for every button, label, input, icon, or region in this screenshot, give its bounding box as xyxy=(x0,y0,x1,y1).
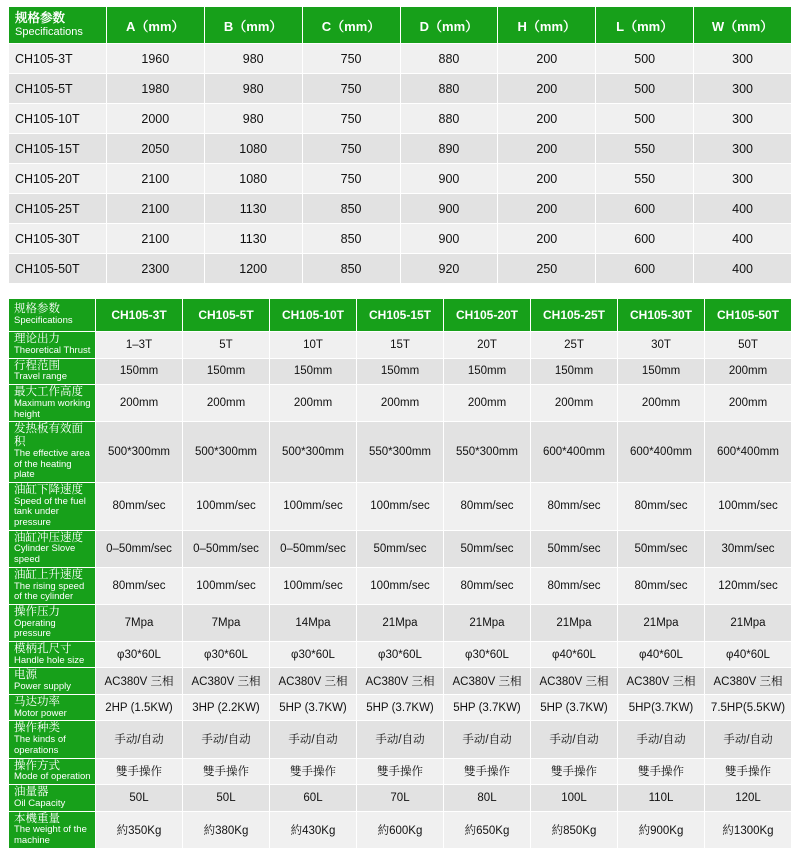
row-label-en: The effective area of the heating plate xyxy=(14,447,90,481)
row-label-en: Power supply xyxy=(14,681,72,693)
cell-h: 200 xyxy=(498,164,596,194)
cell-value: 約430Kg xyxy=(270,811,357,848)
cell-value: 約380Kg xyxy=(183,811,270,848)
specification-sheet xyxy=(0,6,800,846)
cell-value: 50mm/sec xyxy=(531,530,618,567)
cell-value: 雙手操作 xyxy=(444,758,531,785)
cell-value: 約350Kg xyxy=(96,811,183,848)
cell-value: 500*300mm xyxy=(183,422,270,483)
cell-value: AC380V 三相 xyxy=(705,668,792,695)
table-row xyxy=(9,604,792,641)
cell-l: 500 xyxy=(596,44,694,74)
table-row xyxy=(9,332,792,359)
cell-value: 2HP (1.5KW) xyxy=(96,694,183,721)
cell-value: φ30*60L xyxy=(357,641,444,668)
row-label-cn: 理论出力 xyxy=(14,333,60,345)
cell-value: φ40*60L xyxy=(531,641,618,668)
cell-value: 60L xyxy=(270,785,357,812)
cell-d: 900 xyxy=(400,164,498,194)
cell-value: 21Mpa xyxy=(357,604,444,641)
cell-c: 850 xyxy=(302,254,400,284)
header-label-en: Specifications xyxy=(15,25,83,38)
header-label-en: Specifications xyxy=(14,315,73,327)
cell-a: 1960 xyxy=(106,44,204,74)
cell-w: 300 xyxy=(694,44,792,74)
cell-value: 30mm/sec xyxy=(705,530,792,567)
cell-value: 50L xyxy=(96,785,183,812)
row-label-model: CH105-30T xyxy=(9,224,107,254)
table-row xyxy=(9,44,792,74)
row-label-en: The weight of the machine xyxy=(14,824,87,846)
row-label-cn: 油缸冲压速度 xyxy=(14,531,83,544)
table-row xyxy=(9,358,792,385)
cell-value: 雙手操作 xyxy=(705,758,792,785)
cell-value: 600*400mm xyxy=(705,422,792,483)
cell-value: 5T xyxy=(183,332,270,359)
column-header-c: C（mm） xyxy=(302,7,400,44)
row-label-en: Oil Capacity xyxy=(14,797,66,809)
cell-value: 手动/自动 xyxy=(618,721,705,758)
cell-value: AC380V 三相 xyxy=(531,668,618,695)
column-header-model-20t: CH105-20T xyxy=(444,299,531,332)
table-row xyxy=(9,385,792,422)
cell-value: φ40*60L xyxy=(705,641,792,668)
parameters-table-head xyxy=(9,299,792,332)
cell-value: 30T xyxy=(618,332,705,359)
cell-value: φ30*60L xyxy=(96,641,183,668)
table-row xyxy=(9,694,792,721)
cell-value: 150mm xyxy=(183,358,270,385)
cell-value: 雙手操作 xyxy=(618,758,705,785)
cell-value: 80mm/sec xyxy=(444,567,531,604)
row-label-cylinder-rising-speed xyxy=(9,567,96,604)
cell-value: 100mm/sec xyxy=(357,482,444,530)
column-header-specifications xyxy=(9,7,107,44)
cell-value: φ40*60L xyxy=(618,641,705,668)
cell-a: 2100 xyxy=(106,224,204,254)
column-header-model-50t: CH105-50T xyxy=(705,299,792,332)
cell-value: 0–50mm/sec xyxy=(96,530,183,567)
row-label-cn: 电源 xyxy=(14,669,37,682)
cell-value: 雙手操作 xyxy=(270,758,357,785)
table-row xyxy=(9,254,792,284)
cell-w: 400 xyxy=(694,254,792,284)
row-label-en: Operating pressure xyxy=(14,617,56,640)
table-row xyxy=(9,530,792,567)
cell-w: 300 xyxy=(694,134,792,164)
cell-value: 雙手操作 xyxy=(357,758,444,785)
cell-b: 1130 xyxy=(204,194,302,224)
cell-b: 980 xyxy=(204,74,302,104)
cell-value: 200mm xyxy=(705,358,792,385)
cell-value: 21Mpa xyxy=(531,604,618,641)
dimensions-table xyxy=(8,6,792,284)
cell-value: 3HP (2.2KW) xyxy=(183,694,270,721)
cell-value: 80mm/sec xyxy=(96,567,183,604)
cell-value: 200mm xyxy=(96,385,183,422)
cell-value: 50L xyxy=(183,785,270,812)
column-header-d: D（mm） xyxy=(400,7,498,44)
table-header-row xyxy=(9,299,792,332)
row-label-en: Maximum working height xyxy=(14,397,91,420)
cell-h: 250 xyxy=(498,254,596,284)
cell-c: 750 xyxy=(302,104,400,134)
cell-value: 約1300Kg xyxy=(705,811,792,848)
row-label-cn: 模柄孔尺寸 xyxy=(14,642,72,655)
row-label-cn: 最大工作高度 xyxy=(14,386,83,398)
cell-l: 600 xyxy=(596,224,694,254)
column-header-model-15t: CH105-15T xyxy=(357,299,444,332)
table-header-row xyxy=(9,7,792,44)
cell-value: 150mm xyxy=(270,358,357,385)
cell-value: 100mm/sec xyxy=(270,482,357,530)
table-row xyxy=(9,134,792,164)
row-label-en: Travel range xyxy=(14,371,67,383)
column-header-model-3t: CH105-3T xyxy=(96,299,183,332)
cell-l: 600 xyxy=(596,194,694,224)
cell-value: 1–3T xyxy=(96,332,183,359)
table-row xyxy=(9,668,792,695)
row-label-model: CH105-10T xyxy=(9,104,107,134)
row-label-mode-of-operation xyxy=(9,758,96,785)
cell-value: 200mm xyxy=(270,385,357,422)
cell-value: 雙手操作 xyxy=(96,758,183,785)
table-row xyxy=(9,74,792,104)
cell-value: 0–50mm/sec xyxy=(270,530,357,567)
cell-value: 雙手操作 xyxy=(183,758,270,785)
cell-value: 15T xyxy=(357,332,444,359)
row-label-cn: 油缸上升速度 xyxy=(14,568,83,581)
cell-value: 雙手操作 xyxy=(531,758,618,785)
cell-h: 200 xyxy=(498,104,596,134)
dimensions-table-body xyxy=(9,44,792,284)
cell-value: 5HP (3.7KW) xyxy=(270,694,357,721)
cell-l: 500 xyxy=(596,104,694,134)
row-label-heating-plate-area xyxy=(9,422,96,483)
cell-b: 1080 xyxy=(204,134,302,164)
table-row xyxy=(9,194,792,224)
cell-d: 880 xyxy=(400,104,498,134)
cell-c: 850 xyxy=(302,224,400,254)
cell-c: 850 xyxy=(302,194,400,224)
row-label-max-working-height xyxy=(9,385,96,422)
row-label-kinds-of-operations xyxy=(9,721,96,758)
cell-c: 750 xyxy=(302,74,400,104)
cell-value: 80L xyxy=(444,785,531,812)
column-header-l: L（mm） xyxy=(596,7,694,44)
row-label-cn: 发热板有效面积 xyxy=(14,423,83,448)
cell-value: 手动/自动 xyxy=(96,721,183,758)
row-label-cn: 马达功率 xyxy=(14,695,60,708)
cell-d: 880 xyxy=(400,44,498,74)
cell-value: 10T xyxy=(270,332,357,359)
table-row xyxy=(9,641,792,668)
cell-value: 21Mpa xyxy=(444,604,531,641)
cell-value: 手动/自动 xyxy=(357,721,444,758)
row-label-handle-hole-size xyxy=(9,641,96,668)
cell-a: 2050 xyxy=(106,134,204,164)
cell-h: 200 xyxy=(498,134,596,164)
cell-value: 550*300mm xyxy=(357,422,444,483)
table-row xyxy=(9,721,792,758)
dimensions-table-head xyxy=(9,7,792,44)
column-header-model-30t: CH105-30T xyxy=(618,299,705,332)
cell-l: 600 xyxy=(596,254,694,284)
table-row xyxy=(9,567,792,604)
row-label-cn: 行程范围 xyxy=(14,359,60,372)
cell-value: 約650Kg xyxy=(444,811,531,848)
row-label-cylinder-slow-speed xyxy=(9,530,96,567)
cell-value: 200mm xyxy=(183,385,270,422)
cell-value: 手动/自动 xyxy=(444,721,531,758)
cell-value: 100mm/sec xyxy=(705,482,792,530)
parameters-table-body xyxy=(9,332,792,849)
cell-value: φ30*60L xyxy=(444,641,531,668)
column-header-a: A（mm） xyxy=(106,7,204,44)
cell-value: 約600Kg xyxy=(357,811,444,848)
cell-value: 200mm xyxy=(444,385,531,422)
table-row xyxy=(9,482,792,530)
table-row xyxy=(9,758,792,785)
cell-h: 200 xyxy=(498,194,596,224)
cell-value: AC380V 三相 xyxy=(96,668,183,695)
cell-value: 約850Kg xyxy=(531,811,618,848)
cell-a: 1980 xyxy=(106,74,204,104)
row-label-model: CH105-50T xyxy=(9,254,107,284)
cell-value: 550*300mm xyxy=(444,422,531,483)
cell-value: 150mm xyxy=(618,358,705,385)
cell-value: 80mm/sec xyxy=(618,482,705,530)
cell-value: φ30*60L xyxy=(183,641,270,668)
cell-value: 80mm/sec xyxy=(531,482,618,530)
header-label-cn: 规格参数 xyxy=(15,11,66,26)
cell-value: 0–50mm/sec xyxy=(183,530,270,567)
cell-value: 100mm/sec xyxy=(183,567,270,604)
table-row xyxy=(9,164,792,194)
row-label-cn: 本機重量 xyxy=(14,812,60,825)
cell-value: 5HP (3.7KW) xyxy=(444,694,531,721)
cell-h: 200 xyxy=(498,74,596,104)
cell-value: 25T xyxy=(531,332,618,359)
row-label-model: CH105-25T xyxy=(9,194,107,224)
cell-value: 200mm xyxy=(705,385,792,422)
cell-value: 120mm/sec xyxy=(705,567,792,604)
cell-value: 600*400mm xyxy=(531,422,618,483)
cell-l: 500 xyxy=(596,74,694,104)
column-header-model-25t: CH105-25T xyxy=(531,299,618,332)
cell-w: 300 xyxy=(694,104,792,134)
cell-value: 20T xyxy=(444,332,531,359)
cell-value: 7Mpa xyxy=(96,604,183,641)
cell-value: 600*400mm xyxy=(618,422,705,483)
cell-b: 1080 xyxy=(204,164,302,194)
cell-w: 400 xyxy=(694,224,792,254)
cell-value: 500*300mm xyxy=(270,422,357,483)
row-label-operating-pressure xyxy=(9,604,96,641)
cell-b: 1200 xyxy=(204,254,302,284)
cell-l: 550 xyxy=(596,134,694,164)
row-label-machine-weight xyxy=(9,811,96,848)
cell-value: 70L xyxy=(357,785,444,812)
cell-value: 5HP (3.7KW) xyxy=(531,694,618,721)
cell-value: 50mm/sec xyxy=(357,530,444,567)
row-label-oil-capacity xyxy=(9,785,96,812)
cell-a: 2000 xyxy=(106,104,204,134)
cell-value: 手动/自动 xyxy=(270,721,357,758)
row-label-en: Handle hole size xyxy=(14,654,85,666)
cell-c: 750 xyxy=(302,164,400,194)
cell-value: 5HP (3.7KW) xyxy=(357,694,444,721)
cell-value: 110L xyxy=(618,785,705,812)
cell-value: 手动/自动 xyxy=(531,721,618,758)
cell-a: 2100 xyxy=(106,164,204,194)
cell-b: 980 xyxy=(204,44,302,74)
row-label-motor-power xyxy=(9,694,96,721)
row-label-cn: 油量器 xyxy=(14,786,49,798)
cell-value: 150mm xyxy=(357,358,444,385)
cell-value: 80mm/sec xyxy=(96,482,183,530)
column-header-specifications xyxy=(9,299,96,332)
table-row xyxy=(9,785,792,812)
cell-value: AC380V 三相 xyxy=(618,668,705,695)
row-label-cylinder-down-speed xyxy=(9,482,96,530)
cell-value: 手动/自动 xyxy=(705,721,792,758)
cell-value: 7.5HP(5.5KW) xyxy=(705,694,792,721)
row-label-en: Speed of the fuel tank under pressure xyxy=(14,495,86,528)
row-label-en: Motor power xyxy=(14,707,67,719)
row-label-model: CH105-15T xyxy=(9,134,107,164)
cell-d: 920 xyxy=(400,254,498,284)
row-label-en: The rising speed of the cylinder xyxy=(14,580,85,603)
cell-value: AC380V 三相 xyxy=(183,668,270,695)
row-label-cn: 操作方式 xyxy=(14,759,60,772)
cell-value: 50mm/sec xyxy=(618,530,705,567)
column-header-model-5t: CH105-5T xyxy=(183,299,270,332)
cell-value: 21Mpa xyxy=(705,604,792,641)
cell-value: 150mm xyxy=(444,358,531,385)
cell-h: 200 xyxy=(498,224,596,254)
cell-a: 2100 xyxy=(106,194,204,224)
table-row xyxy=(9,422,792,483)
cell-value: 200mm xyxy=(531,385,618,422)
row-label-en: Mode of operation xyxy=(14,771,91,783)
column-header-h: H（mm） xyxy=(498,7,596,44)
parameters-table xyxy=(8,298,792,849)
cell-value: 7Mpa xyxy=(183,604,270,641)
cell-w: 300 xyxy=(694,74,792,104)
cell-value: 80mm/sec xyxy=(444,482,531,530)
cell-value: 100mm/sec xyxy=(183,482,270,530)
cell-value: 14Mpa xyxy=(270,604,357,641)
cell-value: φ30*60L xyxy=(270,641,357,668)
row-label-en: Cylinder Slove speed xyxy=(14,543,76,565)
table-row xyxy=(9,811,792,848)
row-label-cn: 操作种类 xyxy=(14,722,60,735)
row-label-model: CH105-5T xyxy=(9,74,107,104)
row-label-cn: 油缸下降速度 xyxy=(14,483,83,496)
row-label-travel-range xyxy=(9,358,96,385)
cell-value: 200mm xyxy=(618,385,705,422)
row-label-en: The kinds of operations xyxy=(14,734,66,756)
cell-d: 900 xyxy=(400,194,498,224)
row-label-model: CH105-20T xyxy=(9,164,107,194)
row-label-model: CH105-3T xyxy=(9,44,107,74)
column-header-model-10t: CH105-10T xyxy=(270,299,357,332)
table-row xyxy=(9,104,792,134)
cell-b: 980 xyxy=(204,104,302,134)
cell-value: 50mm/sec xyxy=(444,530,531,567)
cell-value: 100L xyxy=(531,785,618,812)
cell-d: 880 xyxy=(400,74,498,104)
cell-value: 150mm xyxy=(96,358,183,385)
cell-b: 1130 xyxy=(204,224,302,254)
cell-value: 約900Kg xyxy=(618,811,705,848)
header-label-cn: 规格参数 xyxy=(14,303,60,316)
cell-a: 2300 xyxy=(106,254,204,284)
column-header-b: B（mm） xyxy=(204,7,302,44)
cell-d: 890 xyxy=(400,134,498,164)
cell-l: 550 xyxy=(596,164,694,194)
cell-value: 5HP(3.7KW) xyxy=(618,694,705,721)
cell-value: 80mm/sec xyxy=(531,567,618,604)
cell-value: 150mm xyxy=(531,358,618,385)
cell-w: 400 xyxy=(694,194,792,224)
column-header-w: W（mm） xyxy=(694,7,792,44)
row-label-power-supply xyxy=(9,668,96,695)
cell-h: 200 xyxy=(498,44,596,74)
cell-value: 手动/自动 xyxy=(183,721,270,758)
row-label-en: Theoretical Thrust xyxy=(14,344,91,356)
cell-value: 50T xyxy=(705,332,792,359)
cell-value: 200mm xyxy=(357,385,444,422)
row-label-theoretical-thrust xyxy=(9,332,96,359)
cell-value: 21Mpa xyxy=(618,604,705,641)
cell-value: 80mm/sec xyxy=(618,567,705,604)
cell-value: AC380V 三相 xyxy=(444,668,531,695)
row-label-cn: 操作压力 xyxy=(14,605,60,618)
cell-value: 100mm/sec xyxy=(270,567,357,604)
cell-w: 300 xyxy=(694,164,792,194)
cell-value: 120L xyxy=(705,785,792,812)
cell-value: AC380V 三相 xyxy=(357,668,444,695)
cell-c: 750 xyxy=(302,44,400,74)
cell-value: 500*300mm xyxy=(96,422,183,483)
cell-d: 900 xyxy=(400,224,498,254)
cell-value: 100mm/sec xyxy=(357,567,444,604)
table-row xyxy=(9,224,792,254)
cell-value: AC380V 三相 xyxy=(270,668,357,695)
cell-c: 750 xyxy=(302,134,400,164)
